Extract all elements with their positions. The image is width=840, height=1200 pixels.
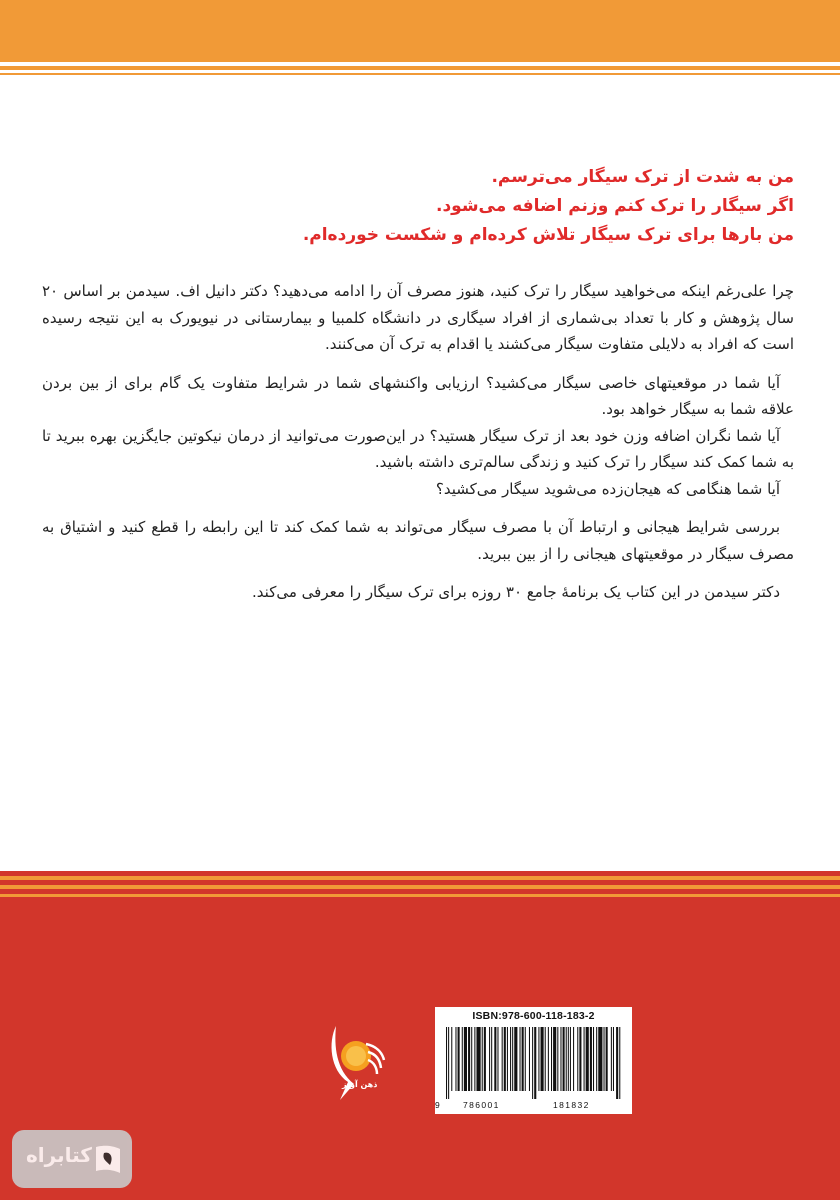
barcode-bar — [568, 1027, 569, 1091]
barcode-bar — [522, 1027, 524, 1091]
publisher-name: ذهن آویز — [342, 1080, 378, 1089]
barcode-bar — [579, 1027, 581, 1091]
barcode-bar — [489, 1027, 490, 1091]
paragraph: دکتر سیدمن در این کتاب یک برنامۀ جامع ۳۰ روزه برای ترک سیگار را معرفی می‌کند. — [252, 583, 780, 601]
barcode-bar — [553, 1027, 556, 1091]
top-orange-band — [0, 0, 840, 62]
barcode-bar — [529, 1027, 530, 1091]
barcode-bar — [510, 1027, 511, 1091]
barcode-bar — [464, 1027, 467, 1091]
barcode-bars — [440, 1027, 627, 1099]
top-stripe — [0, 66, 840, 70]
barcode-bar — [613, 1027, 614, 1091]
barcode-bar — [551, 1027, 552, 1091]
top-stripe-thin — [0, 73, 840, 75]
barcode-bar — [502, 1027, 503, 1091]
barcode-right-digits: 181832 — [553, 1100, 590, 1110]
barcode-bar — [557, 1027, 558, 1091]
badge-label: کتابراه — [26, 1143, 92, 1167]
barcode-bar — [455, 1027, 456, 1091]
barcode-bar — [482, 1027, 483, 1091]
barcode-bar — [604, 1027, 605, 1091]
barcode-bar — [570, 1027, 571, 1091]
barcode-bar — [491, 1027, 492, 1091]
barcode-bar — [446, 1027, 447, 1099]
barcode-bar — [541, 1027, 544, 1091]
barcode-bar — [468, 1027, 470, 1091]
paragraph: بررسی شرایط هیجانی و ارتباط آن با مصرف سیگار می‌تواند به شما کمک کند تا این رابطه را قطع کنید و اشتیاق به مصرف سیگار در موقعیتهای هیجانی را از بین ببرید. — [42, 518, 794, 563]
barcode-bar — [616, 1027, 618, 1099]
publisher-logo — [326, 1022, 390, 1102]
barcode-bar — [619, 1027, 620, 1099]
body-text — [42, 278, 794, 606]
barcode-bar — [545, 1027, 546, 1091]
barcode-box — [435, 1007, 632, 1114]
barcode-bar — [494, 1027, 496, 1091]
bottom-stripe — [0, 885, 840, 889]
barcode-bar — [458, 1027, 460, 1091]
barcode-bar — [448, 1027, 449, 1099]
barcode-bar — [507, 1027, 508, 1091]
barcode-bar — [497, 1027, 498, 1091]
paragraph: آیا شما در موقعیتهای خاصی سیگار می‌کشید؟ ارزیابی واکنشهای شما در شرایط متفاوت یک گام برای از بین بردن علاقه شما به سیگار خواهد بود. — [42, 373, 794, 418]
barcode-bar — [596, 1027, 597, 1091]
isbn-label: ISBN:978-600-118-183-2 — [472, 1010, 595, 1022]
barcode-bar — [573, 1027, 574, 1091]
barcode-bar — [548, 1027, 549, 1091]
barcode-bar — [534, 1027, 536, 1099]
barcode-bar — [476, 1027, 480, 1091]
barcode-bar — [462, 1027, 463, 1091]
headline-line: من بارها برای ترک سیگار تلاش کرده‌ام و شکست خورده‌ام. — [302, 225, 794, 245]
bottom-stripe — [0, 876, 840, 880]
book-leaf-icon — [92, 1141, 126, 1177]
barcode-bar — [532, 1027, 533, 1099]
barcode-bar — [584, 1027, 585, 1091]
headline-block — [34, 163, 794, 250]
kitabrah-badge[interactable] — [12, 1130, 132, 1188]
barcode-bar — [563, 1027, 565, 1091]
barcode-bar — [611, 1027, 612, 1091]
barcode-bar — [525, 1027, 526, 1091]
barcode-bar — [504, 1027, 506, 1091]
bottom-stripe — [0, 894, 840, 897]
paragraph: آیا شما هنگامی که هیجان‌زده می‌شوید سیگار می‌کشید؟ — [435, 479, 780, 498]
barcode-left-digits: 786001 — [463, 1100, 500, 1110]
barcode-bar — [577, 1027, 578, 1091]
paragraph: چرا علی‌رغم اینکه می‌خواهید سیگار را ترک کنید، هنوز مصرف آن را ادامه می‌دهید؟ دکتر دانیل اف. سیدمن بر اساس ۲۰ سال پژوهش و کار با تعداد بی‌شماری از افراد سیگاری در دانشگاه کلمبیا و بیمارستانی در نیویورک به این نتیجه رسیده است که افراد به دلایلی متفاوت سیگار می‌کشند یا اقدام به ترک آن می‌کنند. — [42, 282, 794, 353]
barcode-bar — [484, 1027, 486, 1091]
barcode-bar — [590, 1027, 592, 1091]
headline-line: من به شدت از ترک سیگار می‌ترسم. — [491, 167, 794, 187]
barcode-bar — [538, 1027, 539, 1091]
barcode-bar — [598, 1027, 602, 1091]
barcode-bar — [514, 1027, 517, 1091]
barcode-bar — [586, 1027, 589, 1091]
barcode-bar — [451, 1027, 452, 1091]
barcode-lead-digit: 9 — [435, 1100, 440, 1110]
barcode-bar — [606, 1027, 608, 1091]
barcode-bar — [566, 1027, 567, 1091]
headline-line: اگر سیگار را ترک کنم وزنم اضافه می‌شود. — [436, 196, 794, 216]
barcode-bar — [560, 1027, 561, 1091]
paragraph: آیا شما نگران اضافه وزن خود بعد از ترک سیگار هستید؟ در این‌صورت می‌توانید از درمان نیکوتین جایگزین بهره ببرید تا به شما کمک کند سیگار را ترک کنید و زندگی سالم‌تری داشته باشید. — [42, 426, 794, 471]
barcode-bar — [471, 1027, 472, 1091]
barcode-bar — [520, 1027, 521, 1091]
barcode-bar — [593, 1027, 594, 1091]
barcode-bar — [474, 1027, 475, 1091]
barcode-bar — [512, 1027, 513, 1091]
